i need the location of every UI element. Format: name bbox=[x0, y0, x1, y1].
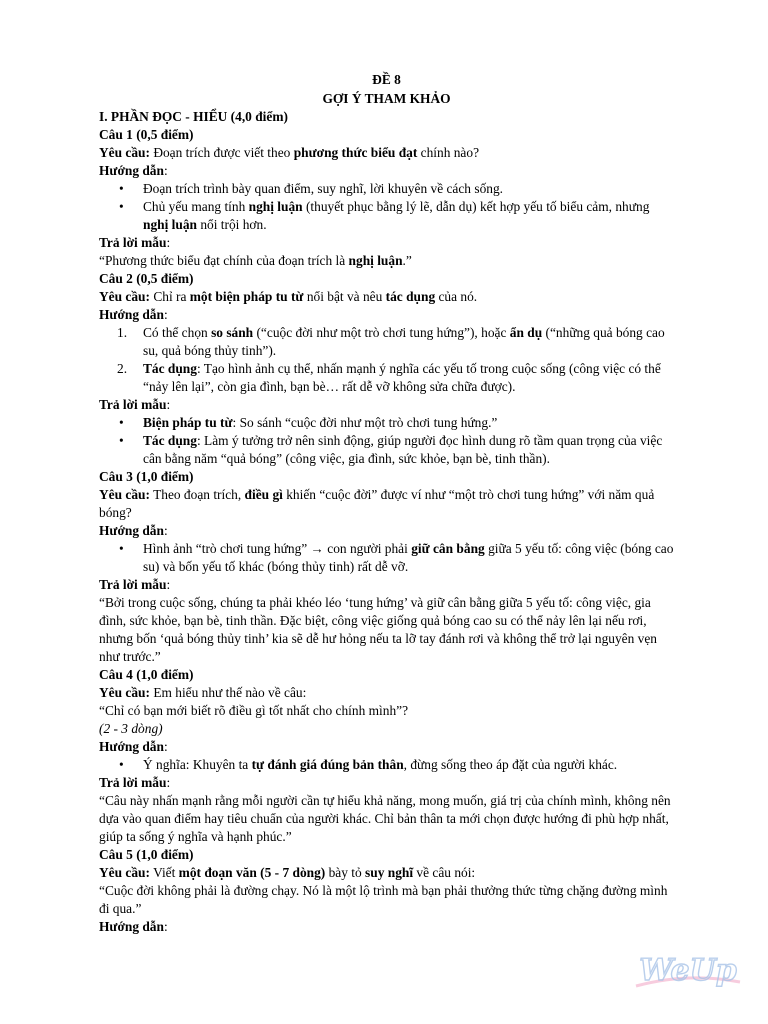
q5-heading: Câu 5 (1,0 điểm) bbox=[99, 847, 194, 862]
q4-guide-list bbox=[99, 756, 674, 774]
requirement-label: Yêu cầu: bbox=[99, 685, 150, 700]
list-number: 2. bbox=[117, 361, 128, 376]
q5-requirement bbox=[99, 864, 674, 882]
q1-answer bbox=[99, 252, 674, 270]
text: tự đánh giá đúng bản thân bbox=[251, 757, 404, 772]
text: : bbox=[163, 919, 168, 934]
text: : bbox=[166, 397, 171, 412]
text: nghị luận bbox=[143, 217, 197, 232]
text: Chủ yếu mang tính bbox=[143, 199, 249, 214]
list-item bbox=[99, 180, 674, 198]
text: : bbox=[163, 163, 168, 178]
q2-answer-list bbox=[99, 414, 674, 468]
text: : So sánh “cuộc đời như một trò chơi tung hứng.” bbox=[232, 415, 498, 430]
q3-heading: Câu 3 (1,0 điểm) bbox=[99, 469, 194, 484]
text: nghị luận bbox=[248, 199, 303, 214]
guide-label: Hướng dẫn bbox=[99, 163, 164, 178]
q4-heading: Câu 4 (1,0 điểm) bbox=[99, 667, 194, 682]
answer-label: Trả lời mẫu bbox=[99, 775, 167, 790]
text: nổi bật và nêu bbox=[303, 289, 386, 304]
text: : bbox=[166, 775, 171, 790]
text: Biện pháp tu từ bbox=[143, 415, 233, 430]
list-number: 1. bbox=[117, 325, 128, 340]
q4-answer-label bbox=[99, 774, 674, 792]
text: (“những quả bóng cao su, quả bóng thủy tinh”). bbox=[143, 325, 665, 358]
text: : bbox=[163, 307, 168, 322]
q4-answer: “Câu này nhấn mạnh rằng mỗi người cần tự hiểu khả năng, mong muốn, giá trị của chính mình, không nên dựa vào quan điểm hay tiêu chuẩn của người khác. Chỉ bản thân ta mới chọn được hướng đi phù hợp nhất, giúp ta sống ý nghĩa và hạnh phúc.” bbox=[99, 793, 671, 844]
document-page bbox=[99, 70, 674, 936]
part1-heading: I. PHẦN ĐỌC - HIỂU (4,0 điểm) bbox=[99, 109, 288, 124]
text: : Tạo hình ảnh cụ thể, nhấn mạnh ý nghĩa các yếu tố trong cuộc sống (công việc có thể “nảy lên lại”, còn gia đình, bạn bè… rất dễ vỡ không sửa chữa được). bbox=[143, 361, 661, 394]
list-item bbox=[99, 432, 674, 468]
text: ẩn dụ bbox=[509, 325, 543, 340]
text: giữ cân bằng bbox=[411, 541, 485, 556]
list-item bbox=[99, 198, 674, 234]
text: điều gì bbox=[244, 487, 283, 502]
requirement-label: Yêu cầu: bbox=[99, 865, 150, 880]
text: Đoạn trích trình bày quan điểm, suy nghĩ, lời khuyên về cách sống. bbox=[143, 181, 503, 196]
text: Theo đoạn trích, bbox=[149, 487, 245, 502]
text: giữa 5 yếu tố: công việc (bóng cao su) và bốn yếu tố khác (bóng thủy tinh) rất dễ vỡ. bbox=[143, 541, 674, 574]
text: (“cuộc đời như một trò chơi tung hứng”), hoặc bbox=[253, 325, 510, 340]
guide-label: Hướng dẫn bbox=[99, 307, 164, 322]
q1-requirement bbox=[99, 144, 674, 162]
q3-answer: “Bởi trong cuộc sống, chúng ta phải khéo léo ‘tung hứng’ và giữ cân bằng giữa 5 yếu tố: công việc, gia đình, sức khỏe, bạn bè, tinh thần. Đặc biệt, công việc giống quả bóng cao su có thể nảy lên lại nếu rơi, nhưng bốn ‘quả bóng thủy tinh’ kia sẽ dễ hư hỏng nếu ta lỡ tay đánh rơi và không thể trở lại nguyên vẹn như trước.” bbox=[99, 595, 658, 664]
requirement-label: Yêu cầu: bbox=[99, 145, 150, 160]
q3-answer-label bbox=[99, 576, 674, 594]
text: : Làm ý tưởng trở nên sinh động, giúp người đọc hình dung rõ tầm quan trọng của việc cân bằng năm “quả bóng” (công việc, gia đình, sức khỏe, bạn bè, tinh thần). bbox=[143, 433, 663, 466]
text: về câu nói: bbox=[413, 865, 476, 880]
q2-heading: Câu 2 (0,5 điểm) bbox=[99, 271, 194, 286]
q2-guide-list bbox=[99, 324, 674, 396]
text: Hình ảnh “trò chơi tung hứng” → con người phải bbox=[143, 541, 412, 556]
list-item bbox=[99, 756, 674, 774]
text: Có thể chọn bbox=[143, 325, 212, 340]
text: (thuyết phục bằng lý lẽ, dẫn dụ) kết hợp yếu tố biểu cảm, nhưng bbox=[302, 199, 650, 214]
list-item bbox=[99, 324, 674, 360]
exam-number: ĐỀ 8 bbox=[372, 72, 401, 87]
list-item bbox=[99, 414, 674, 432]
q2-requirement bbox=[99, 288, 674, 306]
text: Viết bbox=[149, 865, 179, 880]
text: : bbox=[166, 577, 171, 592]
requirement-label: Yêu cầu: bbox=[99, 487, 150, 502]
text: tác dụng bbox=[385, 289, 436, 304]
q5-guide-label bbox=[99, 918, 674, 936]
answer-label: Trả lời mẫu bbox=[99, 397, 167, 412]
text: một đoạn văn (5 - 7 dòng) bbox=[178, 865, 326, 880]
text: so sánh bbox=[211, 325, 254, 340]
text: nghị luận bbox=[348, 253, 403, 268]
text: .” bbox=[402, 253, 412, 268]
list-item bbox=[99, 540, 674, 576]
q2-guide-label bbox=[99, 306, 674, 324]
text: Tác dụng bbox=[143, 361, 197, 376]
text: Tác dụng bbox=[143, 433, 197, 448]
weup-logo-watermark bbox=[628, 942, 748, 1002]
watermark-text: WeUp bbox=[639, 953, 737, 988]
text: Đoạn trích được viết theo bbox=[149, 145, 294, 160]
q4-requirement bbox=[99, 684, 674, 702]
requirement-label: Yêu cầu: bbox=[99, 289, 150, 304]
text: : bbox=[163, 523, 168, 538]
q4-guide-label bbox=[99, 738, 674, 756]
q2-answer-label bbox=[99, 396, 674, 414]
text: suy nghĩ bbox=[365, 865, 414, 880]
q1-answer-label bbox=[99, 234, 674, 252]
q3-guide-label bbox=[99, 522, 674, 540]
text: Ý nghĩa: Khuyên ta bbox=[143, 757, 252, 772]
guide-label: Hướng dẫn bbox=[99, 523, 164, 538]
text: phương thức biểu đạt bbox=[293, 145, 418, 160]
q3-requirement bbox=[99, 486, 674, 522]
q4-quote: “Chỉ có bạn mới biết rõ điều gì tốt nhất cho chính mình”? bbox=[99, 703, 409, 718]
q4-line-count: (2 - 3 dòng) bbox=[99, 721, 163, 736]
q1-guide-label bbox=[99, 162, 674, 180]
text: bày tỏ bbox=[325, 865, 366, 880]
guide-label: Hướng dẫn bbox=[99, 919, 164, 934]
answer-label: Trả lời mẫu bbox=[99, 235, 167, 250]
guide-label: Hướng dẫn bbox=[99, 739, 164, 754]
q1-guide-list bbox=[99, 180, 674, 234]
text: nổi trội hơn. bbox=[196, 217, 267, 232]
text: một biện pháp tu từ bbox=[189, 289, 304, 304]
text: , đừng sống theo áp đặt của người khác. bbox=[403, 757, 618, 772]
q3-guide-list bbox=[99, 540, 674, 576]
text: chính nào? bbox=[417, 145, 480, 160]
text: Em hiểu như thế nào về câu: bbox=[149, 685, 307, 700]
text: : bbox=[166, 235, 171, 250]
list-item bbox=[99, 360, 674, 396]
text: “Phương thức biểu đạt chính của đoạn trích là bbox=[99, 253, 349, 268]
q1-heading: Câu 1 (0,5 điểm) bbox=[99, 127, 194, 142]
text: của nó. bbox=[435, 289, 478, 304]
answer-label: Trả lời mẫu bbox=[99, 577, 167, 592]
q5-quote: “Cuộc đời không phải là đường chạy. Nó là một lộ trình mà bạn phải thưởng thức từng chặng đường mình đi qua.” bbox=[99, 883, 668, 916]
text: : bbox=[163, 739, 168, 754]
document-subtitle: GỢI Ý THAM KHẢO bbox=[322, 91, 451, 106]
text: khiến “cuộc đời” được ví như “một trò chơi tung hứng” với năm quả bóng? bbox=[99, 487, 655, 520]
text: Chỉ ra bbox=[149, 289, 190, 304]
